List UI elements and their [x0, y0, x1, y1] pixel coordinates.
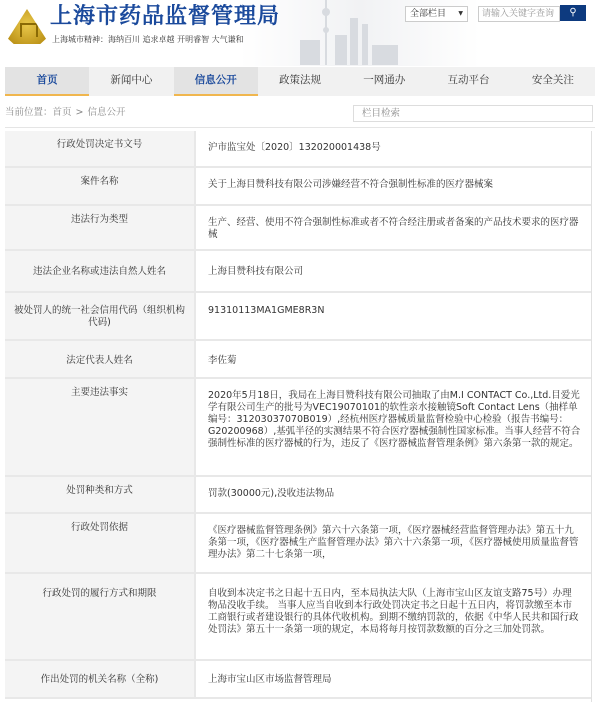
- nav-info-public[interactable]: 信息公开: [174, 67, 258, 96]
- table-row: [5, 340, 591, 378]
- site-header: [0, 0, 600, 66]
- breadcrumb-info-public[interactable]: 信息公开: [87, 107, 126, 118]
- breadcrumb-prefix: 当前位置：: [5, 107, 53, 118]
- table-row: [5, 292, 591, 340]
- table-row: [5, 131, 591, 167]
- main-nav: [5, 67, 595, 96]
- table-row: [5, 660, 591, 698]
- table-row: [5, 476, 591, 513]
- row-label: 作出处罚的机关名称（全称): [5, 660, 195, 698]
- skyline-illustration: [280, 0, 400, 65]
- row-value: 上海市宝山区市场监督管理局: [195, 660, 591, 698]
- row-value: 上海目赞科技有限公司: [195, 250, 591, 292]
- column-search-input[interactable]: 栏目检索: [353, 105, 593, 122]
- content-border: [591, 131, 592, 702]
- table-row: [5, 513, 591, 573]
- row-value: 李佐菊: [195, 340, 591, 378]
- row-label: 法定代表人姓名: [5, 340, 195, 378]
- site-title: 上海市药品监督管理局: [50, 4, 281, 29]
- agency-logo: [8, 9, 46, 44]
- breadcrumb-home[interactable]: 首页: [52, 107, 72, 118]
- search-button[interactable]: [560, 5, 586, 21]
- row-label: 行政处罚决定书文号: [5, 131, 195, 167]
- nav-policy[interactable]: 政策法规: [278, 74, 321, 86]
- row-label: 违法企业名称或违法自然人姓名: [5, 250, 195, 292]
- nav-online-services[interactable]: 一网通办: [363, 74, 406, 86]
- row-label: 处罚种类和方式: [5, 476, 195, 513]
- nav-home[interactable]: 首页: [5, 67, 89, 96]
- row-value: 91310113MA1GME8R3N: [195, 292, 591, 340]
- row-label: 主要违法事实: [5, 378, 195, 476]
- search-input[interactable]: 请输入关键字查询: [478, 6, 560, 22]
- category-select-value: 全部栏目: [410, 9, 447, 19]
- nav-news[interactable]: 新闻中心: [110, 74, 153, 86]
- table-row: [5, 167, 591, 205]
- divider: [5, 127, 595, 128]
- nav-interaction[interactable]: 互动平台: [447, 74, 490, 86]
- dropdown-arrow-icon: ▼: [458, 10, 463, 17]
- table-row: [5, 205, 591, 250]
- category-select[interactable]: [405, 6, 468, 22]
- row-label: 违法行为类型: [5, 205, 195, 250]
- row-value: 关于上海目赞科技有限公司涉嫌经营不符合强制性标准的医疗器械案: [195, 167, 591, 205]
- table-row: [5, 573, 591, 660]
- breadcrumb: [5, 106, 126, 119]
- table-row: [5, 250, 591, 292]
- row-value: 自收到本决定书之日起十五日内，至本局执法大队（上海市宝山区友谊支路75号）办理物品没收手续。 当事人应当自收到本行政处罚决定书之日起十五日内，将罚款缴至本市工商银行或者建设银行的具体代收机构。到期不缴纳罚款的，依据《中华人民共和国行政处罚法》第五十一条第一项的规定，本局将每月按罚款数额的百分之三加处罚款。: [195, 573, 591, 660]
- search-icon: ⚲: [569, 7, 577, 18]
- row-label: 行政处罚依据: [5, 513, 195, 573]
- breadcrumb-separator: >: [75, 107, 84, 118]
- row-value: 《医疗器械监督管理条例》第六十六条第一项，《医疗器械经营监督管理办法》第五十九条第一项，《医疗器械生产监督管理办法》第六十六条第一项，《医疗器械使用质量监督管理办法》第二十七条第一项，: [195, 513, 591, 573]
- row-value: 生产、经营、使用不符合强制性标准或者不符合经注册或者备案的产品技术要求的医疗器械: [195, 205, 591, 250]
- row-value: 罚款(30000元),没收违法物品: [195, 476, 591, 513]
- row-label: 被处罚人的统一社会信用代码（组织机构代码): [5, 292, 195, 340]
- table-row: [5, 378, 591, 476]
- row-label: 行政处罚的履行方式和期限: [5, 573, 195, 660]
- row-label: 案件名称: [5, 167, 195, 205]
- row-value: 2020年5月18日，我局在上海目赞科技有限公司抽取了由M.I CONTACT Co.,Ltd.目爱光学有限公司生产的批号为VEC19070101的软性亲水接触镜Soft Contact Lens（抽样单编号：31203037070B019）,经杭州医疗器械质量监督检验中心检验（报告书编号：G20200968）,基弧半径的实测结果不符合医疗器械强制性国家标准。当事人经营不符合强制性标准的医疗器械的行为，违反了《医疗器械监督管理条例》第六条第一款的规定。: [195, 378, 591, 476]
- penalty-info-table: [5, 131, 591, 699]
- nav-safety[interactable]: 安全关注: [531, 74, 574, 86]
- row-value: 沪市监宝处〔2020〕132020001438号: [195, 131, 591, 167]
- site-slogan: 上海城市精神：海纳百川 追求卓越 开明睿智 大气谦和: [52, 35, 244, 44]
